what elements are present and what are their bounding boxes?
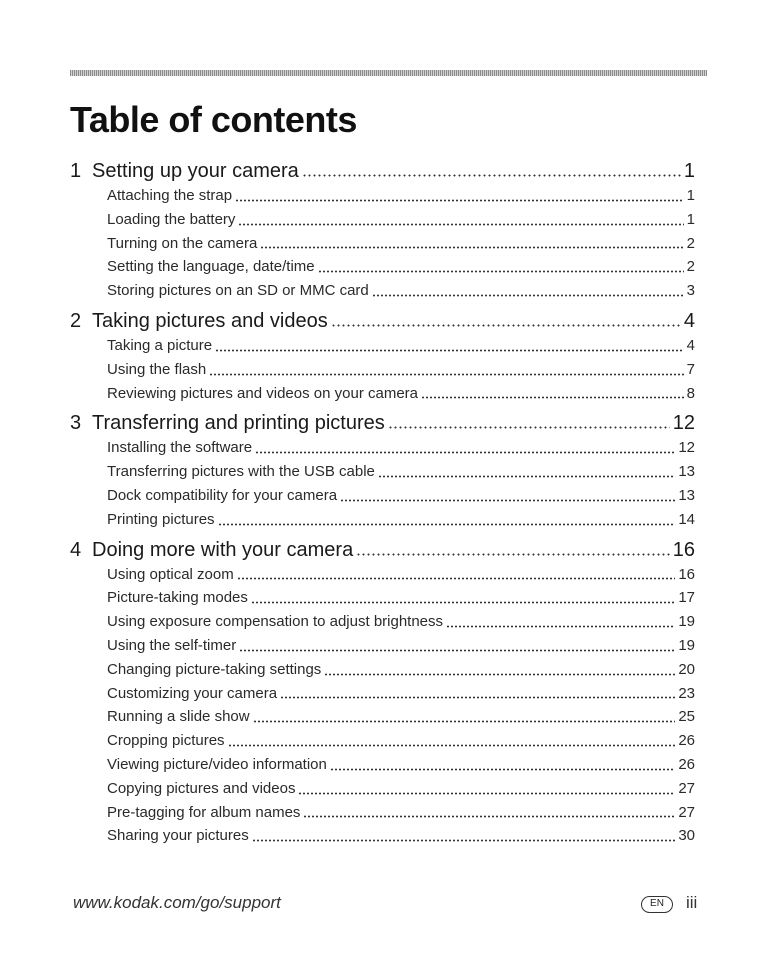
dot-leader [280,696,675,699]
header-rule [70,70,707,76]
toc-item[interactable] [70,824,695,848]
dot-leader [298,792,675,795]
toc-chapter-heading[interactable] [70,158,695,184]
dot-leader [228,744,676,747]
toc-item-label: Taking a picture [107,336,213,354]
toc-item[interactable] [70,436,695,460]
toc-chapter-4 [70,537,695,849]
toc-item-label: Using the flash [107,360,207,378]
chapter-page: 12 [672,412,695,435]
toc-item[interactable] [70,563,695,587]
toc-item[interactable] [70,658,695,682]
dot-leader [238,223,683,226]
dot-leader [215,349,684,352]
toc-item-label: Reviewing pictures and videos on your camera [107,384,418,402]
toc-item-label: Using optical zoom [107,565,234,583]
toc-item-page: 12 [678,439,695,457]
toc-item-page: 30 [678,827,695,845]
dot-leader [303,815,675,818]
dot-leader [330,768,675,771]
toc-item-page: 27 [678,779,695,797]
toc-item[interactable] [70,460,695,484]
dot-leader [340,499,675,502]
toc-item[interactable] [70,610,695,634]
toc-item-page: 17 [678,589,695,607]
toc-item[interactable] [70,777,695,801]
toc-item-page: 19 [678,613,695,631]
dot-leader [251,601,675,604]
toc-item-label: Loading the battery [107,210,236,228]
dot-leader [255,451,675,454]
chapter-page: 1 [683,160,695,182]
chapter-title: Doing more with your camera [92,538,354,561]
toc-item-page: 2 [686,258,695,276]
toc-item-page: 1 [686,210,695,228]
page-number: iii [686,893,698,912]
dot-leader [302,174,681,177]
toc-item-label: Sharing your pictures [107,827,249,845]
dot-leader [253,720,676,723]
toc-item-page: 1 [686,187,695,204]
dot-leader [324,673,675,676]
toc-item-page: 23 [678,684,695,702]
support-url-link[interactable]: www.kodak.com/go/support [73,893,281,912]
toc-item-page: 14 [678,510,695,528]
dot-leader [318,270,684,273]
toc-item-page: 26 [678,732,695,750]
dot-leader [372,294,684,297]
toc-chapter-heading[interactable] [70,308,695,334]
toc-item-page: 26 [678,755,695,773]
toc-item-label: Changing picture-taking settings [107,660,322,678]
toc-item-label: Using the self-timer [107,636,237,654]
dot-leader [446,625,675,628]
toc-item-label: Installing the software [107,439,253,457]
toc-item-label: Copying pictures and videos [107,779,296,797]
toc-chapter-1 [70,158,695,303]
toc-item-page: 7 [686,360,695,378]
dot-leader [252,839,676,842]
toc-item-label: Attaching the strap [107,187,233,204]
dot-leader [260,246,683,249]
toc-item[interactable] [70,184,695,208]
toc-item-label: Picture-taking modes [107,589,248,607]
dot-leader [331,324,681,327]
toc-chapter-3 [70,410,695,531]
toc-chapter-heading[interactable] [70,410,695,436]
language-badge: EN [641,896,673,913]
toc-item[interactable] [70,729,695,753]
toc-item-label: Setting the language, date/time [107,258,315,276]
toc-item-page: 2 [686,234,695,252]
toc-item-page: 13 [678,486,695,504]
dot-leader [235,199,684,202]
toc-item-page: 27 [678,803,695,821]
toc-item[interactable] [70,208,695,232]
chapter-number: 3 [70,412,82,435]
toc-item-label: Running a slide show [107,708,250,726]
toc-item[interactable] [70,232,695,256]
toc-item-label: Printing pictures [107,510,215,528]
toc-item[interactable] [70,255,695,279]
toc-item-page: 20 [678,660,695,678]
toc-item[interactable] [70,705,695,729]
dot-leader [237,577,676,580]
toc-item[interactable] [70,753,695,777]
dot-leader [378,475,675,478]
toc-item[interactable] [70,382,695,406]
toc-item-page: 19 [678,636,695,654]
chapter-page: 16 [672,538,695,561]
dot-leader [218,523,676,526]
toc-item-label: Turning on the camera [107,234,258,252]
page-title: Table of contents [70,99,357,140]
toc-item-page: 4 [686,336,695,354]
toc-item-page: 16 [678,565,695,583]
toc-item-label: Using exposure compensation to adjust brightness [107,613,444,631]
chapter-title: Taking pictures and videos [92,309,328,332]
toc-item[interactable] [70,484,695,508]
dot-leader [421,396,684,399]
toc-item[interactable] [70,634,695,658]
toc-item[interactable] [70,682,695,706]
chapter-number: 2 [70,309,82,332]
toc-item-label: Dock compatibility for your camera [107,486,338,504]
toc-item[interactable] [70,279,695,303]
chapter-number: 1 [70,160,82,182]
dot-leader [356,553,670,556]
toc-item[interactable] [70,508,695,532]
toc-chapter-heading[interactable] [70,537,695,563]
toc-item[interactable] [70,334,695,358]
chapter-number: 4 [70,538,82,561]
chapter-title: Setting up your camera [92,160,299,182]
toc-item-label: Pre-tagging for album names [107,803,301,821]
dot-leader [209,373,683,376]
toc-chapter-2 [70,308,695,405]
chapter-page: 4 [683,309,695,332]
toc-item-label: Viewing picture/video information [107,755,327,773]
toc-item-label: Transferring pictures with the USB cable [107,463,375,481]
toc-item[interactable] [70,586,695,610]
toc-item-label: Storing pictures on an SD or MMC card [107,282,369,300]
toc-item-page: 13 [678,463,695,481]
toc-item[interactable] [70,801,695,825]
toc-item-label: Cropping pictures [107,732,225,750]
chapter-title: Transferring and printing pictures [92,412,385,435]
toc-item-label: Customizing your camera [107,684,278,702]
toc-list [70,153,695,850]
toc-item-page: 3 [686,282,695,300]
toc-item-page: 8 [686,384,695,402]
toc-item[interactable] [70,358,695,382]
toc-item-page: 25 [678,708,695,726]
dot-leader [388,426,670,429]
dot-leader [239,649,675,652]
